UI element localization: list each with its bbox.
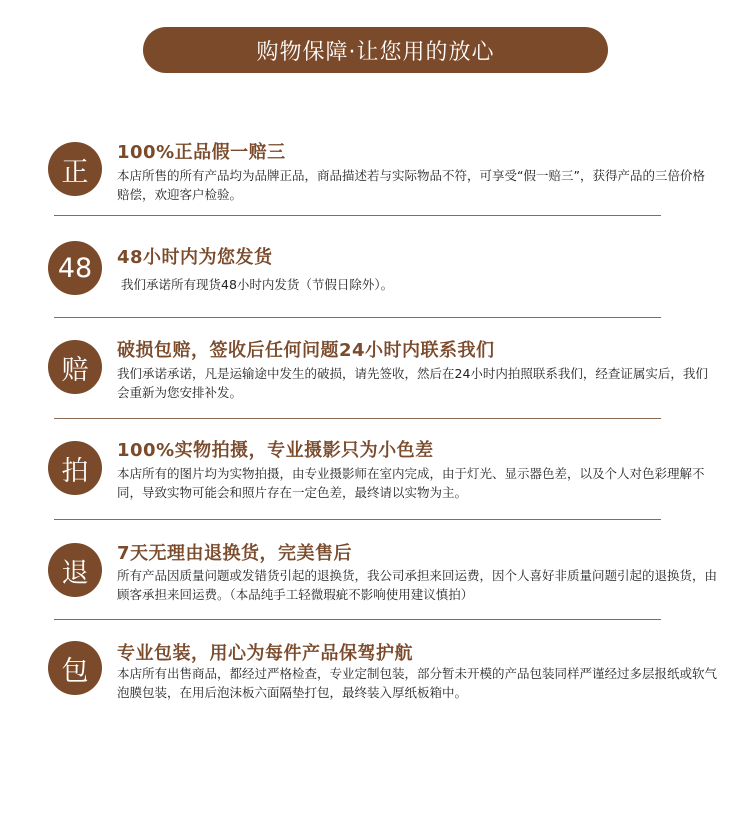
item-description: 本店所有出售商品，都经过严格检查，专业定制包装，部分暂未开模的产品包装同样严谨经过多层报纸或软气泡膜包装，在用后泡沫板六面隔垫打包，最终装入厚纸板箱中。 [117,666,718,700]
divider [54,215,661,216]
divider [54,317,661,318]
divider [54,519,661,520]
shipping-badge-icon: 48 [48,241,102,295]
item-description: 我们承诺所有现货48小时内发货（节假日除外）。 [121,277,394,292]
photo-badge-icon: 拍 [48,441,102,495]
item-title: 破损包赔，签收后任何问题24小时内联系我们 [117,340,495,361]
compensation-badge-icon: 赔 [48,340,102,394]
item-title: 100%实物拍摄，专业摄影只为小色差 [117,440,434,461]
packaging-badge-icon: 包 [48,641,102,695]
item-title: 100%正品假一赔三 [117,142,286,163]
divider [54,619,661,620]
item-title: 7天无理由退换货，完美售后 [117,543,353,564]
return-badge-icon: 退 [48,543,102,597]
divider [54,418,661,419]
item-title: 专业包装，用心为每件产品保驾护航 [117,643,413,664]
item-title: 48小时内为您发货 [117,247,273,268]
banner-title: 购物保障·让您用的放心 [256,39,495,65]
item-description: 本店所有的图片均为实物拍摄，由专业摄影师在室内完成，由于灯光、显示器色差，以及个人对色彩理解不同，导致实物可能会和照片存在一定色差，最终请以实物为主。 [117,466,705,500]
item-description: 所有产品因质量问题或发错货引起的退换货，我公司承担来回运费，因个人喜好非质量问题引起的退换货，由顾客承担来回运费。（本品纯手工轻微瑕疵不影响使用建议慎拍） [117,568,718,602]
header-banner [143,27,608,73]
genuine-badge-icon: 正 [48,142,102,196]
item-description: 我们承诺承诺，凡是运输途中发生的破损，请先签收，然后在24小时内拍照联系我们，经查证属实后，我们会重新为您安排补发。 [117,366,708,400]
item-description: 本店所售的所有产品均为品牌正品，商品描述若与实际物品不符，可享受“假一赔三”，获得产品的三倍价格赔偿，欢迎客户检验。 [117,168,705,202]
